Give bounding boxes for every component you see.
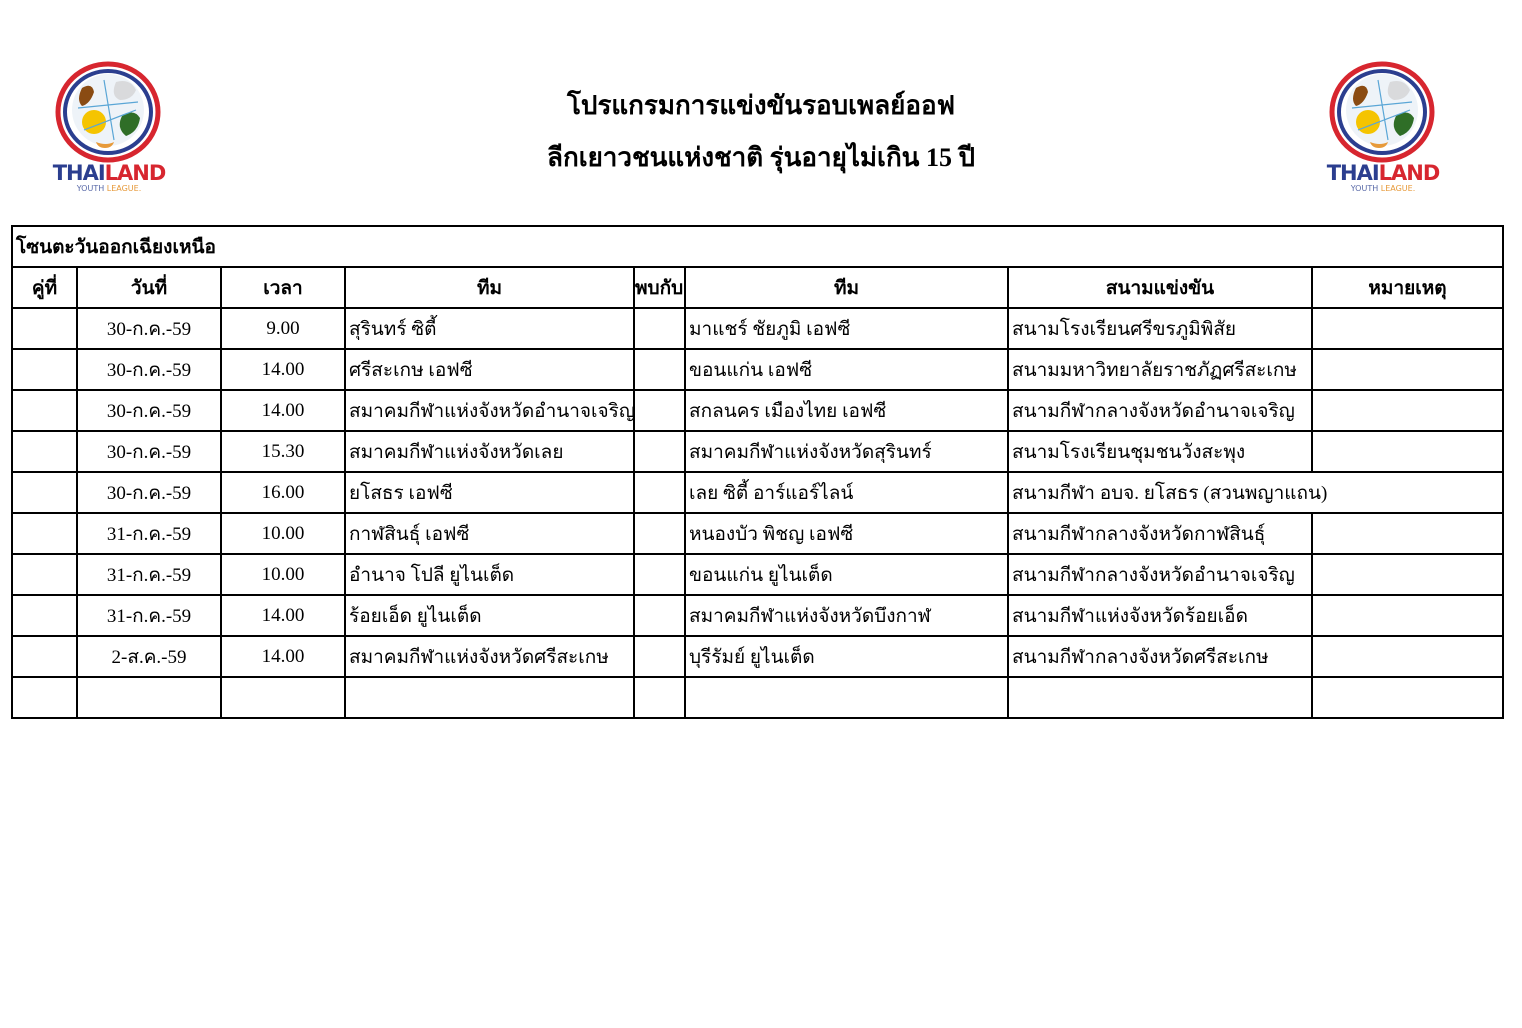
date-cell: 31-ก.ค.-59 xyxy=(77,554,221,595)
venue-cell: สนามโรงเรียนชุมชนวังสะพุง xyxy=(1008,431,1312,472)
time-cell: 14.00 xyxy=(221,595,345,636)
table-row xyxy=(12,554,1503,595)
remarks-cell xyxy=(1312,472,1503,513)
away-team-cell: ขอนแก่น เอฟซี xyxy=(685,349,1008,390)
date-cell: 30-ก.ค.-59 xyxy=(77,472,221,513)
remarks-cell xyxy=(1312,554,1503,595)
table-row xyxy=(12,677,1503,718)
away-team-cell xyxy=(685,677,1008,718)
logo-brand-thai: THAI xyxy=(52,161,105,185)
versus-cell xyxy=(634,595,685,636)
logo-sub-text xyxy=(44,184,174,194)
venue-cell: สนามกีฬา อบจ. ยโสธร (สวนพญาแถน) xyxy=(1008,472,1312,513)
home-team-cell: ร้อยเอ็ด ยูไนเต็ด xyxy=(345,595,634,636)
remarks-cell xyxy=(1312,677,1503,718)
time-cell: 10.00 xyxy=(221,554,345,595)
logo-brand-thai: THAI xyxy=(1326,161,1379,185)
match-no-cell xyxy=(12,472,77,513)
versus-cell xyxy=(634,349,685,390)
home-team-cell: กาฬสินธุ์ เอฟซี xyxy=(345,513,634,554)
table-row xyxy=(12,431,1503,472)
away-team-cell: สมาคมกีฬาแห่งจังหวัดบึงกาฬ xyxy=(685,595,1008,636)
date-cell: 30-ก.ค.-59 xyxy=(77,308,221,349)
home-team-cell xyxy=(345,677,634,718)
logo-brand-text xyxy=(44,162,174,184)
league-emblem-icon xyxy=(1318,60,1448,164)
match-no-cell xyxy=(12,308,77,349)
time-cell: 10.00 xyxy=(221,513,345,554)
versus-cell xyxy=(634,677,685,718)
date-cell: 30-ก.ค.-59 xyxy=(77,390,221,431)
venue-cell: สนามกีฬากลางจังหวัดกาฬสินธุ์ xyxy=(1008,513,1312,554)
header-row xyxy=(12,267,1503,308)
time-cell: 14.00 xyxy=(221,636,345,677)
venue-cell xyxy=(1008,677,1312,718)
header-time: เวลา xyxy=(221,267,345,308)
logo-brand-land: LAND xyxy=(104,161,166,185)
versus-cell xyxy=(634,431,685,472)
remarks-cell xyxy=(1312,431,1503,472)
table-row xyxy=(12,595,1503,636)
time-cell: 16.00 xyxy=(221,472,345,513)
venue-cell: สนามกีฬาแห่งจังหวัดร้อยเอ็ด xyxy=(1008,595,1312,636)
remarks-cell xyxy=(1312,308,1503,349)
zone-row xyxy=(12,226,1503,267)
home-team-cell: สุรินทร์ ซิตี้ xyxy=(345,308,634,349)
header-remarks: หมายเหตุ xyxy=(1312,267,1503,308)
away-team-cell: สมาคมกีฬาแห่งจังหวัดสุรินทร์ xyxy=(685,431,1008,472)
venue-cell: สนามกีฬากลางจังหวัดอำนาจเจริญ xyxy=(1008,554,1312,595)
match-no-cell xyxy=(12,349,77,390)
match-no-cell xyxy=(12,595,77,636)
logo-sub-league: LEAGUE. xyxy=(1380,184,1416,193)
logo-sub-text xyxy=(1318,184,1448,194)
versus-cell xyxy=(634,308,685,349)
date-cell: 2-ส.ค.-59 xyxy=(77,636,221,677)
header-date: วันที่ xyxy=(77,267,221,308)
versus-cell xyxy=(634,390,685,431)
document-titles xyxy=(400,80,1122,184)
zone-label: โซนตะวันออกเฉียงเหนือ xyxy=(12,226,1503,267)
remarks-cell xyxy=(1312,636,1503,677)
logo-sub-league: LEAGUE. xyxy=(106,184,142,193)
time-cell: 15.30 xyxy=(221,431,345,472)
time-cell: 14.00 xyxy=(221,390,345,431)
versus-cell xyxy=(634,513,685,554)
remarks-cell xyxy=(1312,390,1503,431)
logo-sub-youth: YOUTH xyxy=(76,184,107,193)
away-team-cell: เลย ซิตี้ อาร์แอร์ไลน์ xyxy=(685,472,1008,513)
date-cell: 30-ก.ค.-59 xyxy=(77,431,221,472)
match-no-cell xyxy=(12,390,77,431)
date-cell xyxy=(77,677,221,718)
versus-cell xyxy=(634,554,685,595)
venue-cell: สนามมหาวิทยาลัยราชภัฏศรีสะเกษ xyxy=(1008,349,1312,390)
league-emblem-icon xyxy=(44,60,174,164)
venue-cell: สนามกีฬากลางจังหวัดศรีสะเกษ xyxy=(1008,636,1312,677)
logo-sub-youth: YOUTH xyxy=(1350,184,1381,193)
versus-cell xyxy=(634,636,685,677)
venue-cell: สนามโรงเรียนศรีขรภูมิพิสัย xyxy=(1008,308,1312,349)
date-cell: 31-ก.ค.-59 xyxy=(77,513,221,554)
table-row xyxy=(12,308,1503,349)
time-cell: 9.00 xyxy=(221,308,345,349)
table-row xyxy=(12,636,1503,677)
header-match-no: คู่ที่ xyxy=(12,267,77,308)
match-no-cell xyxy=(12,636,77,677)
away-team-cell: มาแชร์ ชัยภูมิ เอฟซี xyxy=(685,308,1008,349)
remarks-cell xyxy=(1312,513,1503,554)
home-team-cell: สมาคมกีฬาแห่งจังหวัดอำนาจเจริญ xyxy=(345,390,634,431)
header-home-team: ทีม xyxy=(345,267,634,308)
away-team-cell: สกลนคร เมืองไทย เอฟซี xyxy=(685,390,1008,431)
remarks-cell xyxy=(1312,595,1503,636)
match-no-cell xyxy=(12,554,77,595)
home-team-cell: อำนาจ โปลี ยูไนเต็ด xyxy=(345,554,634,595)
away-team-cell: ขอนแก่น ยูไนเต็ด xyxy=(685,554,1008,595)
home-team-cell: ยโสธร เอฟซี xyxy=(345,472,634,513)
table-row xyxy=(12,390,1503,431)
home-team-cell: สมาคมกีฬาแห่งจังหวัดศรีสะเกษ xyxy=(345,636,634,677)
header-venue: สนามแข่งขัน xyxy=(1008,267,1312,308)
thailand-youth-league-logo-right xyxy=(1318,60,1448,200)
table-row xyxy=(12,513,1503,554)
venue-cell: สนามกีฬากลางจังหวัดอำนาจเจริญ xyxy=(1008,390,1312,431)
logo-brand-text xyxy=(1318,162,1448,184)
header-away-team: ทีม xyxy=(685,267,1008,308)
time-cell: 14.00 xyxy=(221,349,345,390)
away-team-cell: หนองบัว พิชญ เอฟซี xyxy=(685,513,1008,554)
date-cell: 30-ก.ค.-59 xyxy=(77,349,221,390)
home-team-cell: ศรีสะเกษ เอฟซี xyxy=(345,349,634,390)
table-row xyxy=(12,349,1503,390)
versus-cell xyxy=(634,472,685,513)
title-line-1: โปรแกรมการแข่งขันรอบเพลย์ออฟ xyxy=(566,91,956,120)
match-no-cell xyxy=(12,431,77,472)
remarks-cell xyxy=(1312,349,1503,390)
away-team-cell: บุรีรัมย์ ยูไนเต็ด xyxy=(685,636,1008,677)
title-line-2: ลีกเยาวชนแห่งชาติ รุ่นอายุไม่เกิน 15 ปี xyxy=(547,143,975,172)
time-cell xyxy=(221,677,345,718)
home-team-cell: สมาคมกีฬาแห่งจังหวัดเลย xyxy=(345,431,634,472)
header-versus: พบกับ xyxy=(634,267,685,308)
table-row xyxy=(12,472,1503,513)
logo-brand-land: LAND xyxy=(1378,161,1440,185)
date-cell: 31-ก.ค.-59 xyxy=(77,595,221,636)
thailand-youth-league-logo-left xyxy=(44,60,174,200)
match-no-cell xyxy=(12,677,77,718)
match-no-cell xyxy=(12,513,77,554)
match-schedule-table xyxy=(11,225,1504,719)
